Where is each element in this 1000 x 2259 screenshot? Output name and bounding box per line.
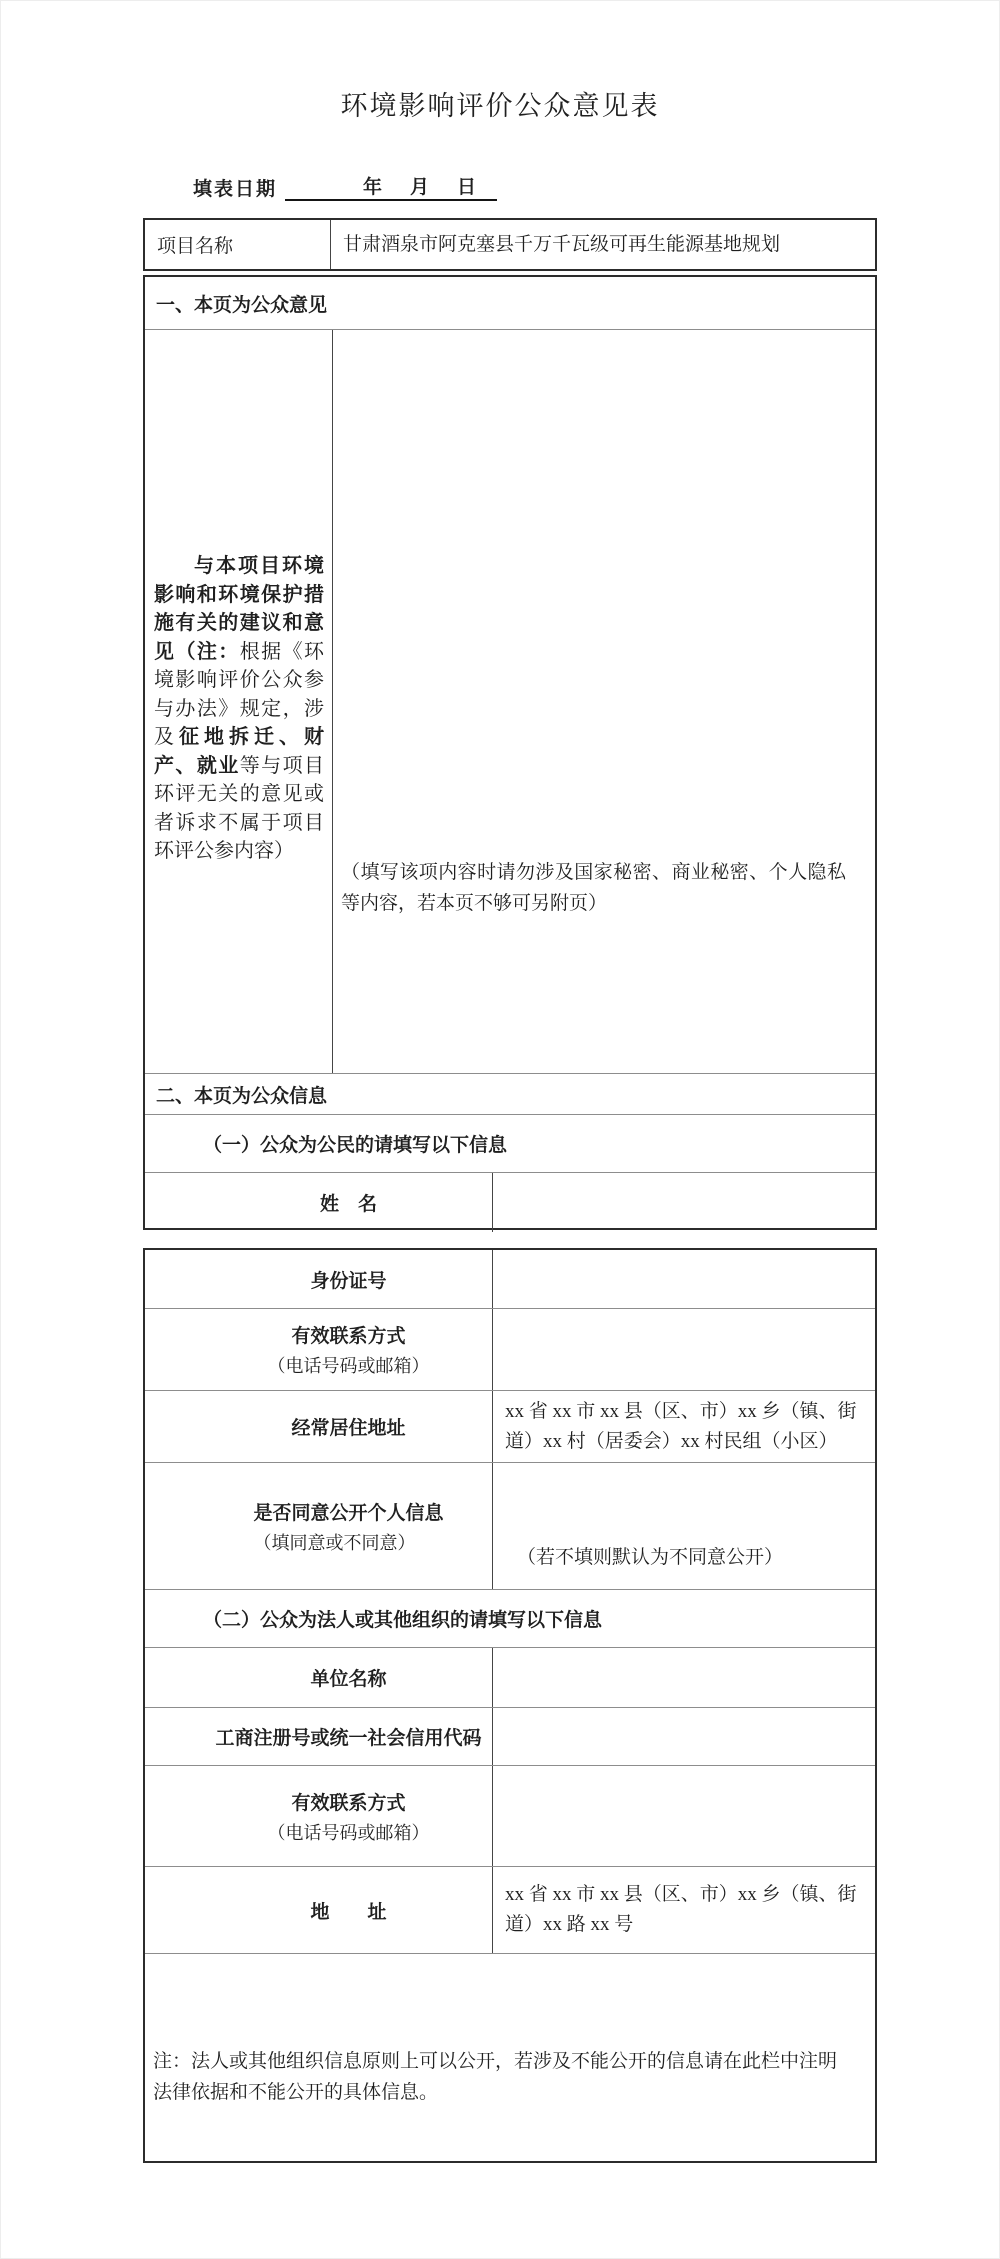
- project-name-value: 甘肃酒泉市阿克塞县千万千瓦级可再生能源基地规划: [343, 233, 781, 255]
- opinion-label-normal-mid: 根据《环境影响评价公众参与办法》规定，涉及: [154, 640, 325, 748]
- consent-input-cell: [493, 1463, 875, 1589]
- org-address-row: [145, 1866, 875, 1953]
- org-address-label: 地 址: [145, 1867, 493, 1953]
- org-section-header: （二）公众为法人或其他组织的请填写以下信息: [203, 1610, 603, 1631]
- fill-date-line: [193, 172, 497, 201]
- contact-sublabel: （电话号码或邮箱）: [267, 1356, 430, 1376]
- consent-row: [145, 1462, 875, 1589]
- name-input-cell: [493, 1173, 875, 1232]
- org-code-row: [145, 1707, 875, 1765]
- address-value: xx 省 xx 市 xx 县（区、市）xx 乡（镇、街道）xx 村（居委会）xx 村民组（小区）: [505, 1400, 857, 1452]
- citizen-section-header-row: [145, 1114, 875, 1172]
- citizen-section-header: （一）公众为公民的请填写以下信息: [203, 1135, 508, 1156]
- fill-date-label: 填表日期: [193, 179, 278, 200]
- opinion-label-note-open: （注：: [175, 640, 240, 663]
- footer-note-row: [145, 1953, 875, 2164]
- public-info-table: [143, 1248, 877, 2163]
- contact-input-cell: [493, 1309, 875, 1390]
- contact-label: 有效联系方式: [291, 1326, 406, 1347]
- section1-header-row: [145, 277, 875, 329]
- id-number-label: 身份证号: [145, 1250, 493, 1308]
- consent-default-note: （若不填则默认为不同意公开）: [517, 1547, 784, 1568]
- opinion-label-bold-items: 征地拆迁、财产、就业: [154, 726, 324, 777]
- contact-label-cell: [145, 1309, 493, 1390]
- org-code-input-cell: [493, 1708, 875, 1765]
- org-name-input-cell: [493, 1648, 875, 1707]
- address-row: [145, 1390, 875, 1462]
- org-code-label: 工商注册号或统一社会信用代码: [145, 1708, 493, 1765]
- org-contact-row: [145, 1765, 875, 1866]
- footer-note: 注：法人或其他组织信息原则上可以公开，若涉及不能公开的信息请在此栏中注明法律依据和不能公开的具体信息。: [153, 2051, 838, 2103]
- org-contact-label: 有效联系方式: [291, 1792, 406, 1814]
- org-contact-input-cell: [493, 1766, 875, 1866]
- public-opinion-table: [143, 275, 877, 1230]
- date-year-label: 年: [363, 177, 385, 198]
- address-label: 经常居住地址: [145, 1391, 493, 1462]
- project-name-label: 项目名称: [145, 220, 331, 269]
- org-name-row: [145, 1647, 875, 1707]
- date-day-label: 日: [457, 177, 479, 198]
- document-title: 环境影响评价公众意见表: [340, 91, 660, 121]
- opinion-label-bold-lead: 与本项目环境影响和环境保护措施有关的建议和意见: [154, 555, 324, 663]
- section2-header-row: [145, 1073, 875, 1114]
- org-section-header-row: [145, 1589, 875, 1647]
- id-number-row: [145, 1250, 875, 1308]
- name-row: [145, 1172, 875, 1232]
- opinion-label-normal-tail: 等与项目环评无关的意见或者诉求不属于项目环评公参内容）: [154, 754, 325, 862]
- name-label: 姓 名: [145, 1173, 493, 1232]
- contact-row: [145, 1308, 875, 1390]
- consent-label-cell: [145, 1463, 493, 1589]
- consent-sublabel: （填同意或不同意）: [253, 1532, 416, 1553]
- project-name-table: [143, 218, 877, 271]
- opinion-row: [145, 329, 875, 1073]
- org-address-value: xx 省 xx 市 xx 县（区、市）xx 乡（镇、街道）xx 路 xx 号: [505, 1884, 857, 1935]
- section1-header: 一、本页为公众意见: [156, 294, 328, 316]
- fill-date-underline: [285, 172, 497, 201]
- org-contact-label-cell: [145, 1766, 493, 1866]
- opinion-fill-note: （填写该项内容时请勿涉及国家秘密、商业秘密、个人隐私等内容，若本页不够可另附页）: [341, 862, 846, 914]
- consent-label: 是否同意公开个人信息: [253, 1502, 444, 1524]
- org-contact-sublabel: （电话号码或邮箱）: [267, 1822, 430, 1843]
- date-month-label: 月: [410, 177, 432, 198]
- consent-label-lines: [253, 1498, 443, 1555]
- opinion-field-label: [145, 330, 332, 866]
- id-number-input-cell: [493, 1250, 875, 1308]
- opinion-input-cell: [333, 330, 875, 1073]
- opinion-field-label-cell: [145, 330, 333, 1073]
- project-name-row: [145, 220, 875, 269]
- org-name-label: 单位名称: [145, 1648, 493, 1707]
- section2-header: 二、本页为公众信息: [156, 1085, 328, 1107]
